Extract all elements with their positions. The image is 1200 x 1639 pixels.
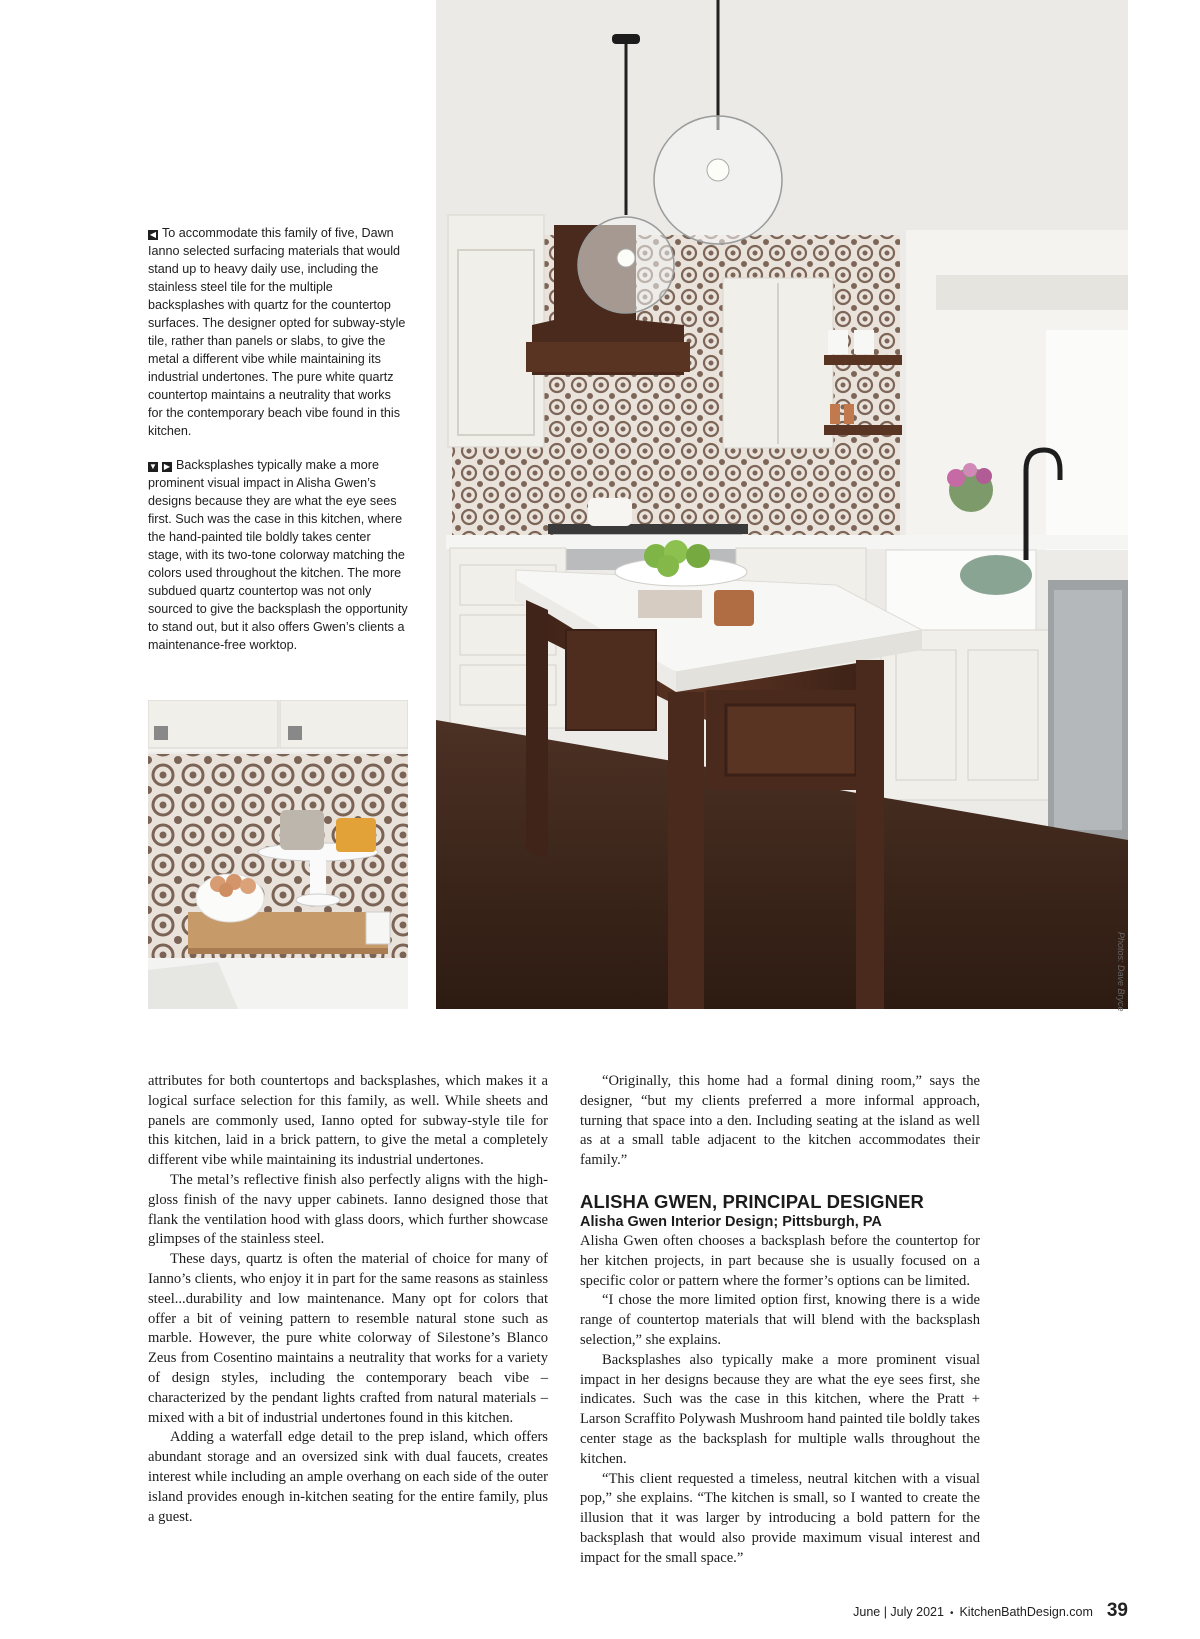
arrow-left-icon: ◀ [149,230,157,239]
caption-text: To accommodate this family of five, Dawn Ianno selected surfacing materials that would stand up to heavy daily use, including the stainless steel tile for the multiple backsplashes with quartz for the countertop surfaces. The designer opted for subway-style tile, rather than panels or slabs, to give the metal a different vibe while maintaining its industrial undertones. The pure white quartz countertop maintains a neutrality that works for the contemporary beach vibe found in this kitchen. [148,226,406,438]
body-paragraph: “This client requested a timeless, neutral kitchen with a visual pop,” she explains. “The kitchen is small, so I wanted to create the illusion that it was larger by introducing a bold pattern for the backsplash that would also provide maximum visual interest and impact for the small space.” [580,1470,980,1566]
arrow-right-icon: ▶ [163,462,171,471]
caption-text: Backsplashes typically make a more prominent visual impact in Alisha Gwen’s designs because they are what the eye sees first. Such was the case in this kitchen, where the hand-painted tile boldly takes center stage, with its two-tone colorway matching the colors used throughout the kitchen. The more subdued quartz countertop was not only sourced to give the backsplash the opportunity to stand out, but it also offers Gwen’s clients a maintenance-free worktop. [148,458,408,652]
kitchen-illustration [436,0,1128,1009]
photo-caption-kitchen-surfacing [148,224,408,440]
photo-credit: Photos: Dave Bryce [1116,932,1126,1012]
body-paragraph: Adding a waterfall edge detail to the prep island, which offers abundant storage and an oversized sink with dual faucets, creates interest while including an ample overhang on each side of the outer island provides enough in-kitchen seating for the entire family, plus a guest. [148,1429,548,1525]
page-footer [853,1600,1128,1622]
backsplash-detail-photo [148,700,408,1009]
arrow-down-icon: ▼ [149,462,157,471]
body-paragraph: The metal’s reflective finish also perfectly aligns with the high-gloss finish of the navy upper cabinets. Ianno designed those that flank the ventilation hood with glass doors, which further showcase glimpses of the stainless steel. [148,1171,548,1248]
footer-separator: • [949,1608,954,1619]
website-link[interactable]: KitchenBathDesign.com [959,1605,1093,1619]
article-column-right [580,1072,980,1569]
photo-caption-backsplash [148,456,408,654]
body-paragraph: attributes for both countertops and backsplashes, which makes it a logical surface selection for this family, as well. While sheets and panels are commonly used, Ianno opted for subway-style tile for this kitchen, laid in a brick pattern, to give the metal a completely different vibe while maintaining its industrial undertones. [148,1073,548,1169]
body-paragraph: Alisha Gwen often chooses a backsplash before the countertop for her kitchen projects, in part because she is usually focused on a specific color or pattern where the former’s options can be limited. [580,1232,980,1289]
issue-date: June | July 2021 [853,1605,944,1619]
page-number: 39 [1106,1600,1128,1621]
body-paragraph: Backsplashes also typically make a more prominent visual impact in her designs because they are what the eye sees first, she indicates. Such was the case in this kitchen, where the Pratt + Larson Scraffito Polywash Mushroom hand painted tile boldly takes center stage as the backsplash for multiple walls throughout the kitchen. [580,1351,980,1467]
article-column-left [148,1072,548,1527]
body-paragraph: These days, quartz is often the material of choice for many of Ianno’s clients, who enjoy it in part for the same reasons as stainless steel...durability and low maintenance. Many opt for colors that offer a bit of veining pattern to resemble natural stone such as marble. However, the pure white colorway of Silestone’s Blanco Zeus from Cosentino maintains a neutrality that works for a variety of design styles, including the contemporary beach vibe – characterized by the pendant lights crafted from natural materials – mixed with a bit of industrial undertones found in this kitchen. [148,1251,548,1426]
section-heading: ALISHA GWEN, PRINCIPAL DESIGNER [580,1190,925,1212]
body-paragraph: “I chose the more limited option first, knowing there is a wide range of countertop materials that will blend with the backsplash selection,” she explains. [580,1292,980,1348]
section-subheading: Alisha Gwen Interior Design; Pittsburgh, PA [580,1213,882,1230]
body-paragraph: “Originally, this home had a formal dining room,” says the designer, “but my clients preferred a more informal approach, turning that space into a den. Including seating at the island as well as at a small table adjacent to the kitchen accommodates their family.” [580,1073,980,1169]
backsplash-illustration [148,700,408,1009]
kitchen-photo [436,0,1128,1009]
